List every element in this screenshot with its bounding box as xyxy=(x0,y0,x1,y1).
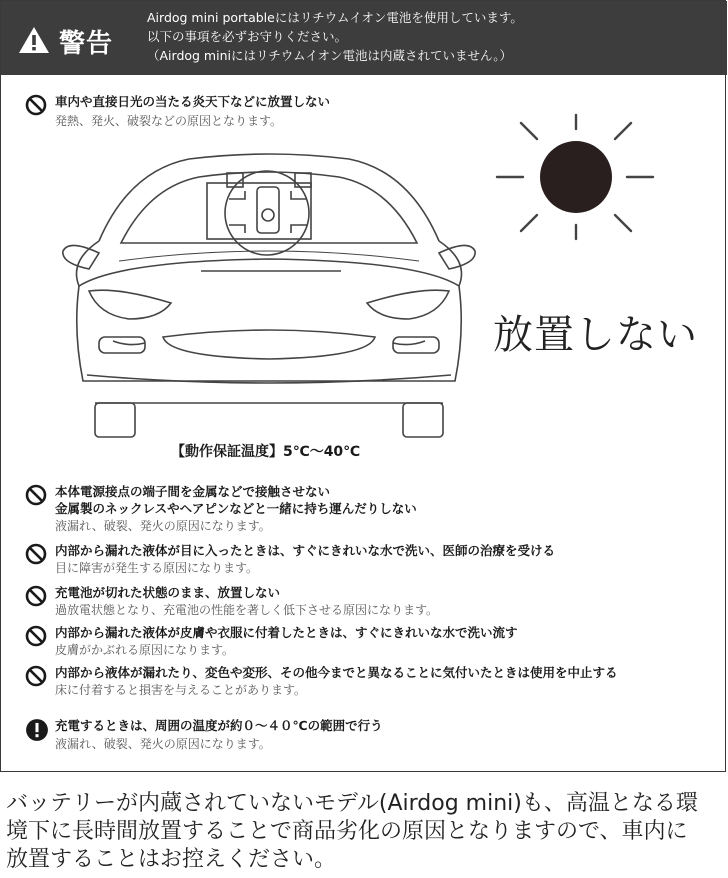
item-desc: 床に付着すると損害を与えることがあります。 xyxy=(55,683,307,697)
prohibited-icon xyxy=(25,94,47,116)
header-line-3: （Airdog miniにはリチウムイオン電池は内蔵されていません。） xyxy=(147,48,512,63)
footer-line-3: 放置することはお控えください。 xyxy=(6,847,337,872)
prohibited-icon xyxy=(25,543,47,565)
temperature-range: 【動作保証温度】5℃〜40℃ xyxy=(171,444,361,460)
item-desc: 目に障害が発生する原因になります。 xyxy=(55,561,259,575)
item-desc: 発熱、発火、破裂などの原因となります。 xyxy=(55,114,283,128)
footer-line-1: バッテリーが内蔵されていないモデル(Airdog mini)も、高温となる環 xyxy=(6,791,698,816)
item-title: 本体電源接点の端子間を金属などで接触させない xyxy=(55,484,331,499)
item-title-line-2: 金属製のネックレスやヘアピンなどと一緒に持ち運んだりしない xyxy=(55,501,417,516)
item-title: 内部から漏れた液体が目に入ったときは、すぐにきれいな水で洗い、医師の治療を受ける xyxy=(55,543,556,558)
item-desc: 液漏れ、破裂、発火の原因になります。 xyxy=(55,737,271,751)
header-line-1: Airdog mini portableにはリチウムイオン電池を使用しています。 xyxy=(147,10,523,25)
item-title: 車内や直接日光の当たる炎天下などに放置しない xyxy=(55,94,331,109)
item-title: 充電するときは、周囲の温度が約０〜４０℃の範囲で行う xyxy=(55,718,383,733)
car-illustration xyxy=(59,151,479,441)
do-not-leave-caption: 放置しない xyxy=(493,312,698,358)
prohibited-icon xyxy=(25,484,47,506)
item-desc: 液漏れ、破裂、発火の原因になります。 xyxy=(55,519,271,533)
footer-note xyxy=(6,790,724,874)
item-title: 内部から漏れた液体が皮膚や衣服に付着したときは、すぐにきれいな水で洗い流す xyxy=(55,625,518,640)
warning-triangle-icon xyxy=(17,25,51,55)
sun-icon xyxy=(491,109,661,249)
prohibited-icon xyxy=(25,665,47,687)
item-desc: 皮膚がかぶれる原因になります。 xyxy=(55,643,235,657)
header-line-2: 以下の事項を必ずお守りください。 xyxy=(147,29,348,44)
warning-header xyxy=(1,1,727,75)
item-title: 充電池が切れた状態のまま、放置しない xyxy=(55,585,281,600)
item-title: 内部から液体が漏れたり、変色や変形、その他今までと異なることに気付いたときは使用を中止する xyxy=(55,665,618,680)
item-desc: 過放電状態となり、充電池の性能を著しく低下させる原因になります。 xyxy=(55,603,439,617)
exclamation-icon xyxy=(25,718,49,742)
footer-line-2: 境下に長時間放置することで商品劣化の原因となりますので、車内に xyxy=(6,819,688,844)
header-notice xyxy=(147,8,523,65)
prohibited-icon xyxy=(25,625,47,647)
prohibited-icon xyxy=(25,585,47,607)
warning-title: 警告 xyxy=(59,29,114,59)
